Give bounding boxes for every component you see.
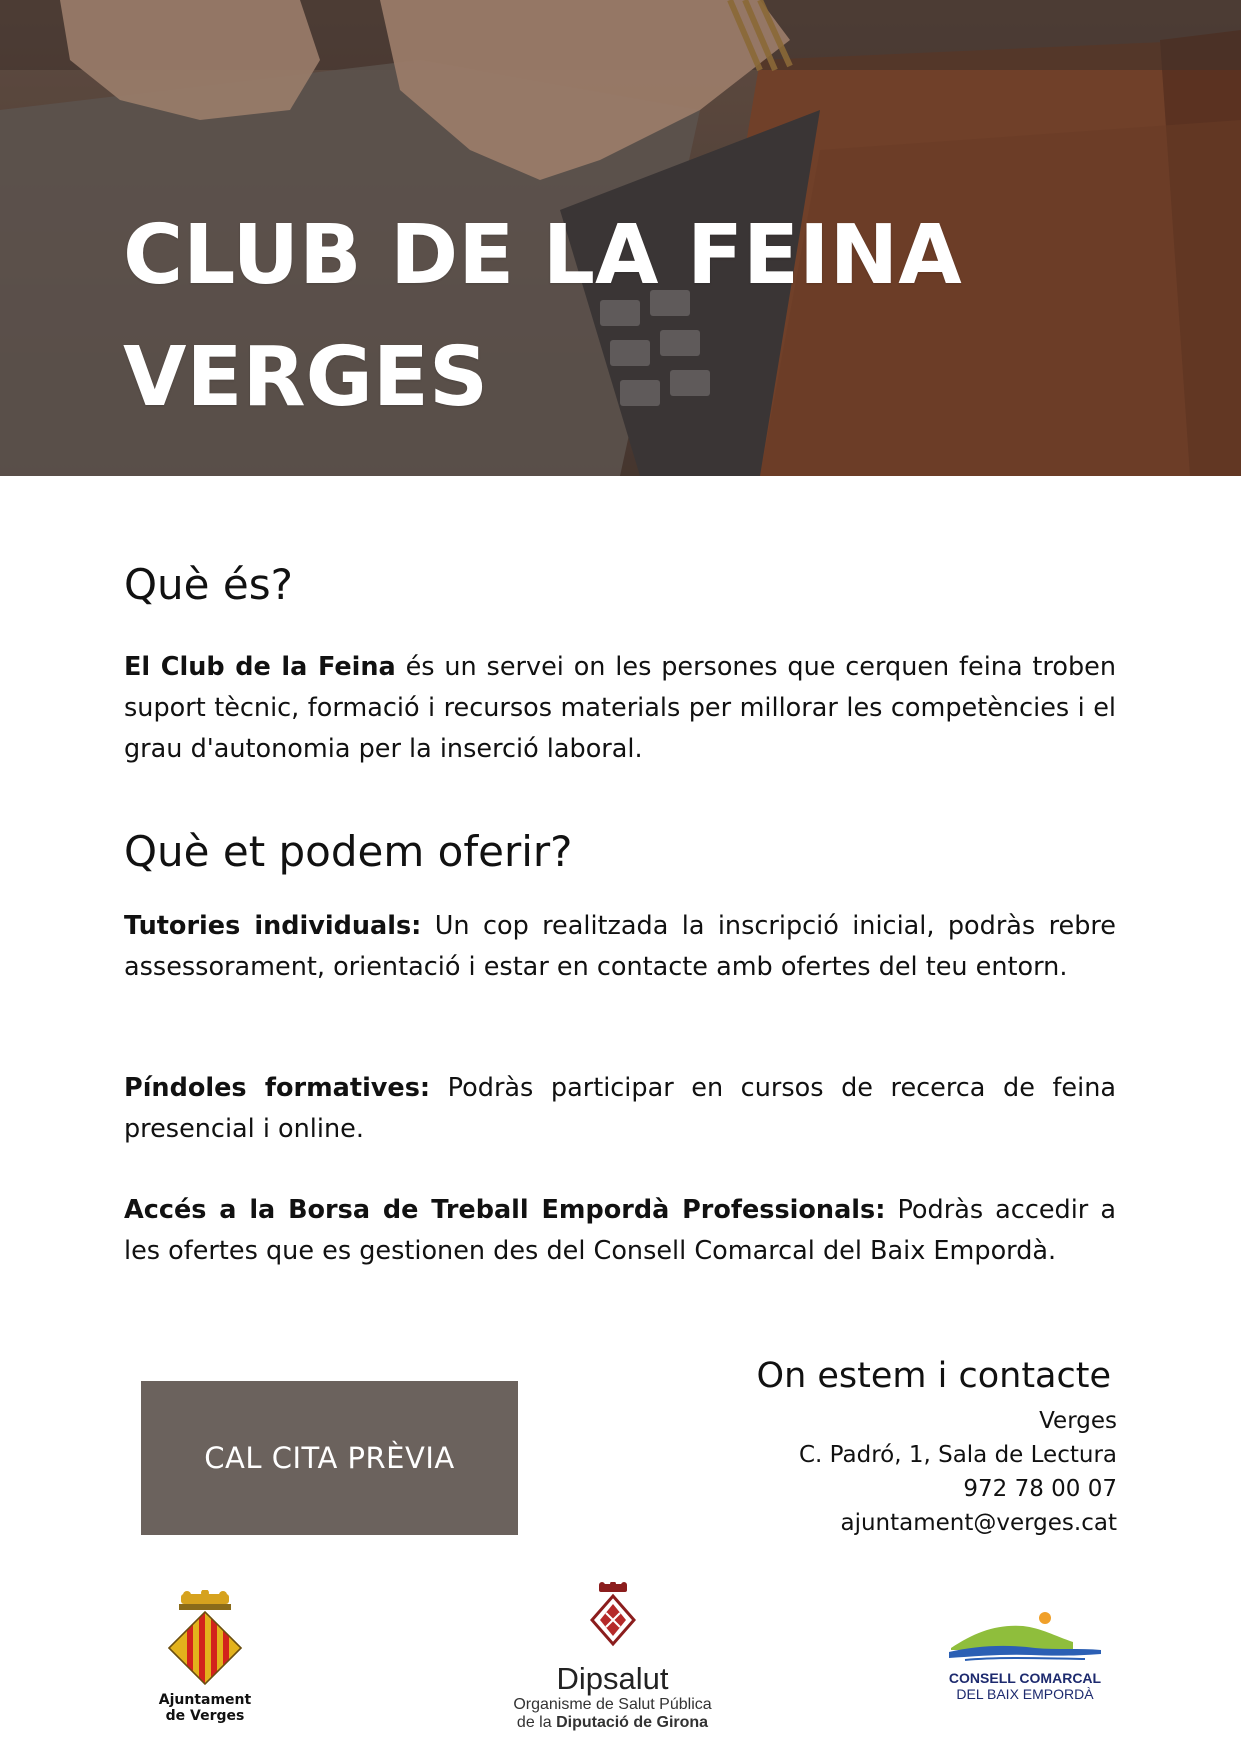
diputacio-girona-crest-icon (590, 1582, 636, 1656)
section-heading-offer: Què et podem oferir? (124, 827, 573, 876)
dipsalut-name: Dipsalut (556, 1661, 669, 1696)
hero-banner (0, 0, 1241, 476)
contact-heading: On estem i contacte (756, 1356, 1111, 1396)
contact-phone[interactable]: 972 78 00 07 (963, 1476, 1117, 1502)
what-paragraph (124, 647, 1116, 770)
section-heading-what: Què és? (124, 560, 293, 609)
contact-address: C. Padró, 1, Sala de Lectura (798, 1442, 1117, 1468)
offer-item (124, 1068, 1116, 1150)
dipsalut-line2-prefix: de la (516, 1714, 557, 1731)
dipsalut-line2 (490, 1714, 735, 1732)
offer-item-text: Podràs accedir a les ofertes que es gestionen des del Consell Comarcal del Baix Empordà. (124, 1195, 1116, 1266)
offer-item (124, 1190, 1116, 1272)
consell-caption-line1: CONSELL COMARCAL (948, 1670, 1102, 1686)
offer-item-text: Podràs participar en cursos de recerca de feina presencial i online. (124, 1073, 1116, 1144)
ajuntament-verges-logo (150, 1590, 260, 1724)
contact-block (597, 1352, 1117, 1540)
offer-item (124, 906, 1116, 988)
consell-caption-line2: DEL BAIX EMPORDÀ (956, 1686, 1094, 1702)
appointment-required-button[interactable]: CAL CITA PRÈVIA (141, 1381, 518, 1535)
dipsalut-line1: Organisme de Salut Pública (513, 1696, 712, 1713)
dipsalut-line2-bold: Diputació de Girona (556, 1714, 709, 1731)
verges-caption-line1: Ajuntament (158, 1692, 252, 1708)
verges-logo-caption (150, 1692, 260, 1724)
dipsalut-logo (490, 1582, 735, 1732)
verges-coat-of-arms-icon (165, 1590, 245, 1686)
consell-logo-caption (940, 1670, 1110, 1702)
offer-item-label: Píndoles formatives: (124, 1073, 431, 1103)
offer-item-label: Tutories individuals: (124, 911, 422, 941)
offer-item-label: Accés a la Borsa de Treball Empordà Professionals: (124, 1195, 886, 1225)
page-title (123, 195, 962, 439)
what-text: és un servei on les persones que cerquen feina troben suport tècnic, formació i recursos materials per millorar les competències i el grau d'autonomia per la inserció laboral. (124, 652, 1116, 764)
offer-item-text: Un cop realitzada la inscripció inicial, podràs rebre assessorament, orientació i estar en contacte amb ofertes del teu entorn. (124, 911, 1116, 982)
contact-email-link[interactable]: ajuntament@verges.cat (840, 1510, 1117, 1536)
baix-emporda-landscape-icon (945, 1610, 1105, 1666)
verges-caption-line2: de Verges (165, 1708, 245, 1724)
title-line-1: CLUB DE LA FEINA (123, 208, 962, 303)
consell-comarcal-logo (940, 1610, 1110, 1702)
contact-town: Verges (1039, 1408, 1117, 1434)
title-line-2: VERGES (123, 330, 488, 425)
what-lead-bold: El Club de la Feina (124, 652, 396, 682)
